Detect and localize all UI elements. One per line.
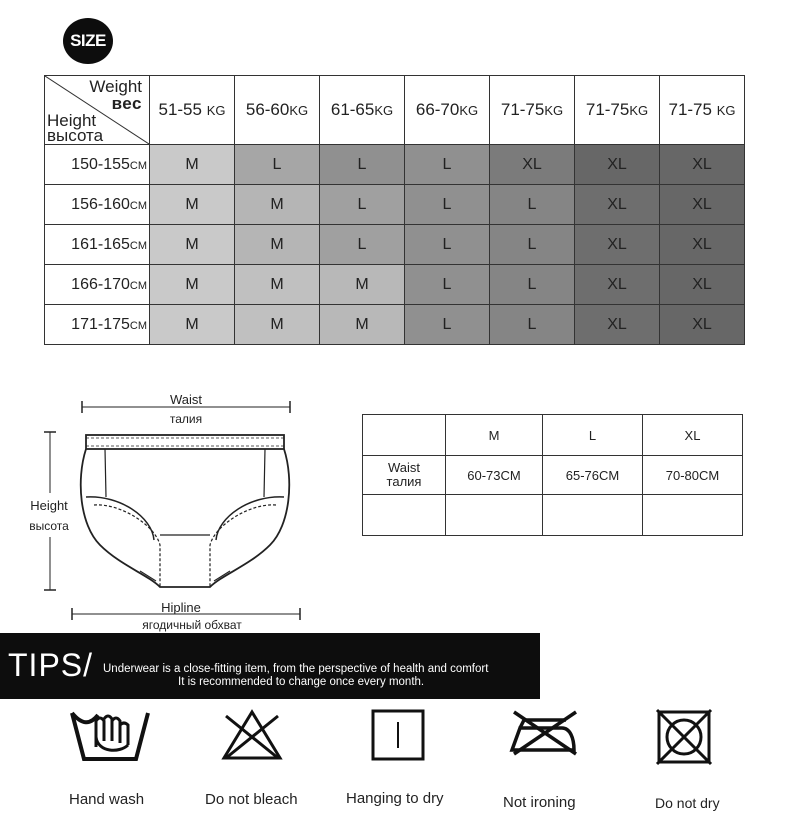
care-label-hang-dry: Hanging to dry	[346, 790, 444, 807]
height-header	[47, 113, 103, 143]
size-cell: L	[320, 145, 405, 185]
size-cell: L	[490, 225, 575, 265]
weight-header	[89, 78, 142, 112]
weight-col-7: 71-75 KG	[660, 76, 745, 145]
size-cell: L	[405, 145, 490, 185]
empty-cell	[543, 495, 643, 536]
weight-col-2: 56-60KG	[235, 76, 320, 145]
waist-value-xl: 70-80CM	[643, 456, 743, 495]
measure-header-empty	[363, 415, 446, 456]
care-label-no-dry: Do not dry	[655, 795, 720, 811]
height-label: Height	[30, 498, 68, 513]
weight-label-ru: вес	[111, 94, 142, 113]
size-cell: M	[150, 305, 235, 345]
size-cell: XL	[575, 145, 660, 185]
weight-label: Weight	[89, 77, 142, 96]
care-label-no-iron: Not ironing	[503, 794, 576, 811]
table-row	[363, 495, 743, 536]
height-label: Height	[47, 111, 97, 130]
waist-value-l: 65-76CM	[543, 456, 643, 495]
hipline-label-ru: ягодичный обхват	[142, 618, 242, 632]
hipline-label: Hipline	[161, 600, 201, 615]
table-row	[45, 185, 745, 225]
size-cell: XL	[660, 305, 745, 345]
underwear-outline-icon	[81, 435, 290, 587]
waist-measurement-table	[362, 414, 743, 536]
size-cell: L	[405, 225, 490, 265]
care-label-no-bleach: Do not bleach	[205, 791, 298, 808]
measure-header-l: L	[543, 415, 643, 456]
size-cell: M	[320, 265, 405, 305]
weight-col-5: 71-75KG	[490, 76, 575, 145]
weight-col-4: 66-70KG	[405, 76, 490, 145]
height-label-ru: высота	[47, 126, 104, 145]
size-cell: L	[320, 225, 405, 265]
size-cell: XL	[575, 225, 660, 265]
height-cell: 156-160CM	[45, 185, 150, 225]
table-row	[45, 305, 745, 345]
waist-row-label: Waist талия	[363, 456, 446, 495]
size-chart-table	[44, 75, 745, 345]
size-cell: L	[490, 305, 575, 345]
care-label-hand-wash: Hand wash	[69, 791, 145, 808]
empty-cell	[363, 495, 446, 536]
height-cell: 171-175CM	[45, 305, 150, 345]
size-cell: M	[150, 225, 235, 265]
weight-col-6: 71-75KG	[575, 76, 660, 145]
size-cell: L	[405, 305, 490, 345]
size-cell: M	[150, 145, 235, 185]
height-cell: 161-165CM	[45, 225, 150, 265]
weight-header-row	[45, 76, 745, 145]
size-cell: L	[405, 265, 490, 305]
size-cell: M	[235, 305, 320, 345]
no-bleach-icon	[220, 708, 284, 762]
size-cell: M	[320, 305, 405, 345]
measure-header-row	[363, 415, 743, 456]
table-row	[45, 145, 745, 185]
size-cell: M	[150, 185, 235, 225]
no-iron-icon	[506, 708, 580, 758]
size-cell: XL	[660, 145, 745, 185]
height-cell: 150-155CM	[45, 145, 150, 185]
tips-text-line2: It is recommended to change once every month.	[178, 676, 425, 688]
size-cell: L	[405, 185, 490, 225]
measure-header-xl: XL	[643, 415, 743, 456]
size-cell: XL	[575, 265, 660, 305]
weight-col-3: 61-65KG	[320, 76, 405, 145]
size-cell: L	[235, 145, 320, 185]
tips-banner	[0, 633, 540, 699]
measure-header-m: M	[446, 415, 543, 456]
size-cell: M	[150, 265, 235, 305]
table-row	[45, 225, 745, 265]
table-row	[45, 265, 745, 305]
size-cell: M	[235, 225, 320, 265]
hand-wash-icon	[68, 707, 152, 765]
tips-text-line1: Underwear is a close-fitting item, from the perspective of health and comfort	[103, 663, 489, 675]
size-cell: XL	[575, 185, 660, 225]
size-cell: XL	[575, 305, 660, 345]
empty-cell	[643, 495, 743, 536]
no-tumble-dry-icon	[655, 708, 713, 766]
size-cell: XL	[660, 225, 745, 265]
size-cell: L	[320, 185, 405, 225]
measurement-diagram	[20, 385, 320, 635]
table-corner-header	[45, 76, 150, 145]
tips-title: TIPS/	[8, 647, 94, 683]
size-cell: L	[490, 265, 575, 305]
hang-dry-icon	[370, 708, 426, 762]
size-cell: L	[490, 185, 575, 225]
waist-value-m: 60-73CM	[446, 456, 543, 495]
size-cell: M	[235, 265, 320, 305]
weight-col-1: 51-55 KG	[150, 76, 235, 145]
waist-label: Waist	[169, 392, 203, 407]
size-cell: XL	[660, 265, 745, 305]
height-cell: 166-170CM	[45, 265, 150, 305]
size-cell: XL	[660, 185, 745, 225]
empty-cell	[446, 495, 543, 536]
waist-label-ru: талия	[169, 412, 203, 426]
size-cell: XL	[490, 145, 575, 185]
height-label-ru: высота	[29, 519, 69, 533]
table-row	[363, 456, 743, 495]
size-cell: M	[235, 185, 320, 225]
size-badge: SIZE	[63, 18, 113, 64]
